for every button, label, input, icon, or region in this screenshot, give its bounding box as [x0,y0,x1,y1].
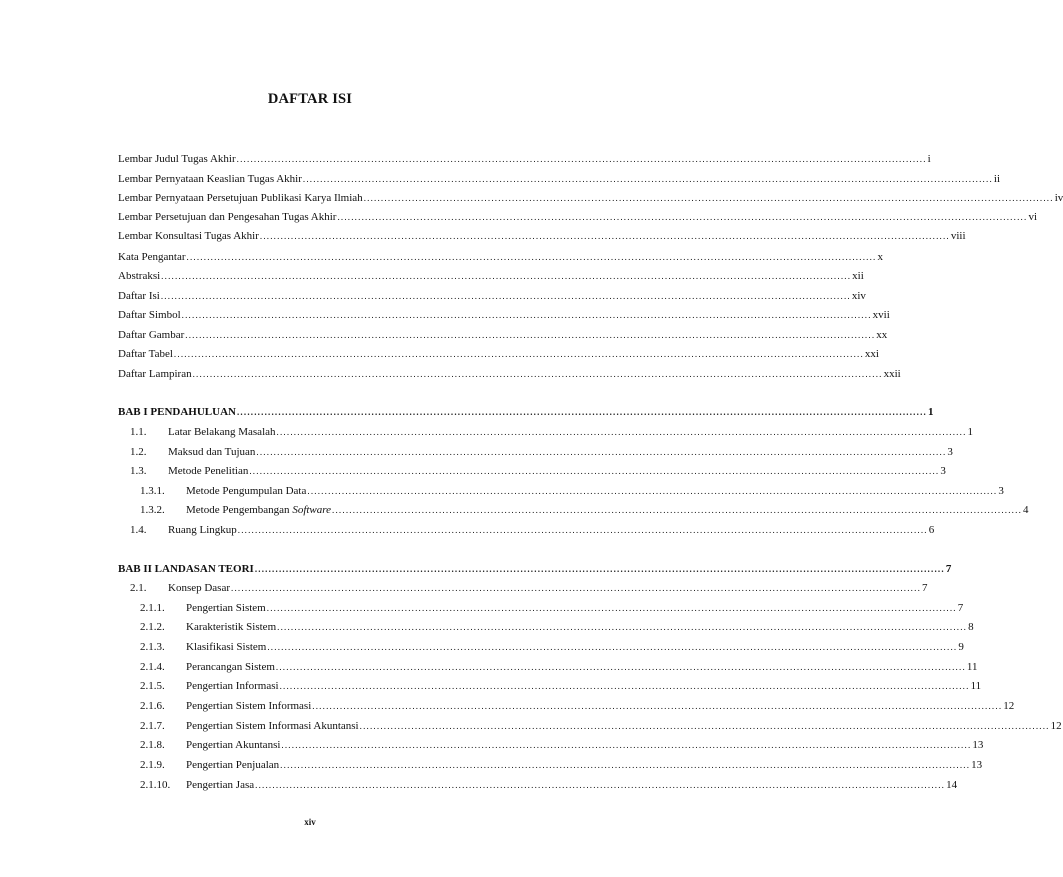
toc-entry-page: iv [1054,192,1063,204]
toc-entry-label: Lembar Pernyataan Keaslian Tugas Akhir [118,173,302,185]
toc-entry-page: 7 [945,563,952,575]
toc-entry [118,580,928,596]
dot-leader: ........................................................................................................................................................................................................ [161,271,852,281]
dot-leader: ........................................................................................................................................................................................................ [255,780,946,790]
toc-entry-page: 11 [966,661,978,673]
toc-entry [118,249,883,265]
toc-entry [118,190,1063,206]
toc-entry-page: 3 [998,485,1004,497]
dot-leader: ........................................................................................................................................................................................................ [302,174,993,184]
toc-entry [118,757,983,773]
dot-leader: ........................................................................................................................................................................................................ [173,349,864,359]
toc-entry-number: 2.1.8. [140,739,165,751]
toc-entry-label: Konsep Dasar [168,582,231,594]
dot-leader: ........................................................................................................................................................................................................ [276,427,967,437]
toc-entry-label: Lembar Konsultasi Tugas Akhir [118,230,259,242]
toc-entry-number: 2.1. [130,582,147,594]
toc-entry-page: 13 [971,759,983,771]
toc-entry-label: Perancangan Sistem [186,661,275,673]
toc-entry [118,288,866,304]
toc-entry [118,502,1029,518]
toc-entry-page: 4 [1023,504,1029,516]
dot-leader: ........................................................................................................................................................................................................ [281,740,972,750]
dot-leader: ........................................................................................................................................................................................................ [237,525,928,535]
toc-entry-number: 1.3.2. [140,504,165,516]
toc-entry [118,522,935,538]
toc-entry-page: xxii [883,368,901,380]
toc-entry [118,404,934,420]
toc-entry [118,619,974,635]
toc-entry-label: Pengertian Sistem Informasi [186,700,312,712]
toc-entry [118,307,890,323]
toc-entry-page: 12 [1003,700,1015,712]
toc-entry [118,366,901,382]
dot-leader: ........................................................................................................................................................................................................ [256,447,947,457]
toc-entry-page: xii [852,270,864,282]
toc-entry-label: Pengertian Penjualan [186,759,280,771]
toc-entry-number: 2.1.1. [140,602,165,614]
toc-entry-page: 14 [946,779,958,791]
toc-entry-page: ii [993,173,1001,185]
toc-entry-label: Lembar Pernyataan Persetujuan Publikasi Karya Ilmiah [118,192,363,204]
dot-leader: ........................................................................................................................................................................................................ [231,583,922,593]
toc-entry-number: 1.1. [130,426,147,438]
toc-entry-label: Daftar Lampiran [118,368,192,380]
toc-entry-label: Pengertian Akuntansi [186,739,281,751]
toc-entry-number: 1.3. [130,465,147,477]
dot-leader: ........................................................................................................................................................................................................ [363,193,1054,203]
toc-entry [118,718,1062,734]
dot-leader: ........................................................................................................................................................................................................ [181,310,872,320]
dot-leader: ........................................................................................................................................................................................................ [312,701,1003,711]
dot-leader: ........................................................................................................................................................................................................ [236,154,927,164]
toc-entry-number: 2.1.4. [140,661,165,673]
toc-entry-number: 1.3.1. [140,485,165,497]
toc-entry-label: Klasifikasi Sistem [186,641,267,653]
toc-entry-page: xx [876,329,888,341]
toc-entry-number: 2.1.6. [140,700,165,712]
toc-entry [118,151,931,167]
dot-leader: ........................................................................................................................................................................................................ [236,407,927,417]
toc-entry-page: 3 [947,446,953,458]
toc-entry [118,327,888,343]
toc-entry-page: 1 [927,406,934,418]
toc-entry-label: Pengertian Sistem [186,602,266,614]
toc-entry [118,171,1001,187]
dot-leader: ........................................................................................................................................................................................................ [332,505,1023,515]
toc-entry [118,268,864,284]
toc-entry-page: i [927,153,931,165]
toc-entry-number: 2.1.9. [140,759,165,771]
toc-entry-page: 3 [940,465,946,477]
toc-entry-page: 7 [922,582,928,594]
toc-entry [118,228,966,244]
dot-leader: ........................................................................................................................................................................................................ [259,231,950,241]
toc-entry-label: Latar Belakang Masalah [168,426,276,438]
toc-entry-number: 2.1.5. [140,680,165,692]
toc-entry [118,698,1015,714]
toc-entry-page: vi [1028,211,1037,223]
toc-entry [118,737,984,753]
toc-entry-label: Abstraksi [118,270,161,282]
toc-entry-page: 6 [928,524,935,536]
toc-entry-page: 13 [972,739,984,751]
toc-entry-label: Lembar Judul Tugas Akhir [118,153,236,165]
dot-leader: ........................................................................................................................................................................................................ [249,466,940,476]
toc-entry-number: 2.1.3. [140,641,165,653]
toc-entry [118,777,958,793]
dot-leader: ........................................................................................................................................................................................................ [186,252,877,262]
toc-entry-page: xxi [864,348,879,360]
dot-leader: ........................................................................................................................................................................................................ [185,330,876,340]
toc-entry [118,678,982,694]
dot-leader: ........................................................................................................................................................................................................ [277,622,968,632]
toc-entry [118,209,1037,225]
toc-entry-number: 1.4. [130,524,147,536]
toc-entry-label: Pengertian Informasi [186,680,279,692]
toc-entry-number: 2.1.2. [140,621,165,633]
dot-leader: ........................................................................................................................................................................................................ [307,486,998,496]
toc-entry-label: Karakteristik Sistem [186,621,277,633]
dot-leader: ........................................................................................................................................................................................................ [254,564,945,574]
toc-entry-label: BAB I PENDAHULUAN [118,406,236,418]
dot-leader: ........................................................................................................................................................................................................ [275,662,966,672]
toc-entry-page: 12 [1050,720,1062,732]
toc-entry-label: Metode Penelitian [168,465,249,477]
page-title: DAFTAR ISI [267,91,353,107]
toc-entry-label: Daftar Isi [118,290,160,302]
dot-leader: ........................................................................................................................................................................................................ [192,369,883,379]
toc-entry-number: 2.1.7. [140,720,165,732]
toc-entry-label: Kata Pengantar [118,251,186,263]
toc-entry [118,561,952,577]
dot-leader: ........................................................................................................................................................................................................ [359,721,1050,731]
toc-entry-number: 1.2. [130,446,147,458]
toc-entry-page: 1 [967,426,974,438]
toc-entry-label: Pengertian Sistem Informasi Akuntansi [186,720,359,732]
toc-entry [118,659,978,675]
toc-entry-label: Maksud dan Tujuan [168,446,256,458]
toc-entry [118,639,964,655]
toc-entry-label: Lembar Persetujuan dan Pengesahan Tugas Akhir [118,211,337,223]
dot-leader: ........................................................................................................................................................................................................ [266,603,957,613]
toc-entry-label: BAB II LANDASAN TEORI [118,563,254,575]
dot-leader: ........................................................................................................................................................................................................ [337,212,1028,222]
dot-leader: ........................................................................................................................................................................................................ [160,291,851,301]
toc-entry [118,600,964,616]
dot-leader: ........................................................................................................................................................................................................ [279,681,970,691]
toc-entry [118,444,953,460]
toc-entry-page: 11 [970,680,982,692]
toc-entry-label: Daftar Tabel [118,348,173,360]
toc-entry-label: Metode Pengembangan Software [186,504,332,516]
dot-leader: ........................................................................................................................................................................................................ [280,760,971,770]
toc-entry [118,346,879,362]
page-number: xiv [304,817,316,827]
toc-entry-label: Daftar Gambar [118,329,185,341]
toc-entry [118,463,946,479]
toc-entry-page: viii [950,230,966,242]
toc-entry-page: 7 [957,602,964,614]
toc-entry [118,424,974,440]
toc-entry-page: 9 [958,641,964,653]
toc-entry [118,483,1004,499]
toc-entry-page: 8 [968,621,974,633]
toc-entry-page: xvii [872,309,890,321]
toc-entry-label: Ruang Lingkup [168,524,237,536]
toc-entry-label: Pengertian Jasa [186,779,255,791]
toc-entry-label: Daftar Simbol [118,309,181,321]
toc-entry-number: 2.1.10. [140,779,171,791]
toc-entry-page: x [877,251,883,263]
dot-leader: ........................................................................................................................................................................................................ [267,642,958,652]
toc-entry-label: Metode Pengumpulan Data [186,485,307,497]
toc-entry-page: xiv [851,290,866,302]
